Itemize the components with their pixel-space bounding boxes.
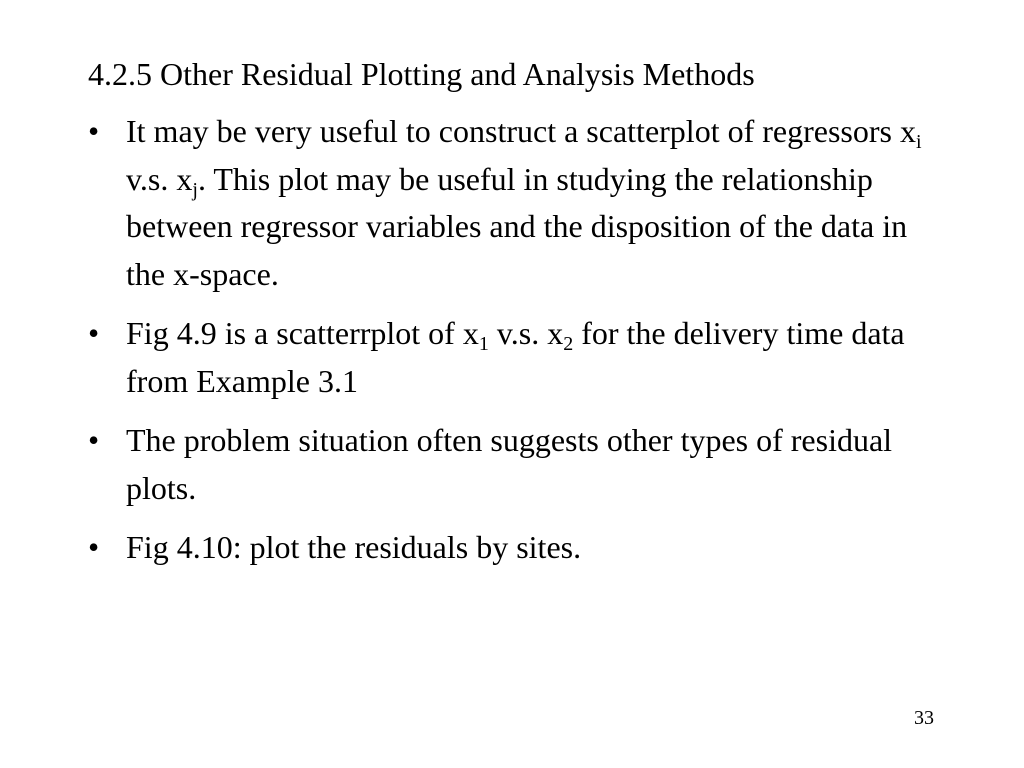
bullet-marker: • — [88, 113, 100, 149]
bullet-item-3 — [88, 417, 928, 512]
bullet-1-text-2: v.s. x — [126, 160, 193, 197]
bullet-2-text-2: v.s. x — [488, 315, 564, 351]
bullet-1-text-3: . This plot may be useful in studying the relationship between regressor variables and the disposition of the data in the x-space. — [126, 160, 908, 292]
bullet-2-text-1: Fig 4.9 is a scatterrplot of x — [126, 315, 479, 351]
page-number: 33 — [914, 707, 934, 729]
subscript-j: j — [192, 178, 198, 201]
bullet-marker: • — [88, 315, 100, 351]
bullet-item-2 — [88, 310, 928, 405]
subscript-2: 2 — [563, 333, 574, 355]
bullet-2-text-3: for the delivery time data from Example 3.1 — [126, 315, 905, 399]
bullet-item-4 — [88, 524, 928, 572]
bullet-4-text: Fig 4.10: plot the residuals by sites. — [126, 529, 582, 565]
bullet-marker: • — [88, 422, 100, 458]
bullet-1-text-1: It may be very useful to construct a scatterplot of regressors x — [126, 113, 916, 149]
subscript-i: i — [915, 131, 922, 153]
slide-title: 4.2.5 Other Residual Plotting and Analysis Methods — [88, 56, 755, 92]
bullet-3-text: The problem situation often suggests other types of residual plots. — [126, 422, 893, 506]
subscript-1: 1 — [478, 333, 489, 355]
bullet-marker: • — [88, 529, 100, 565]
bullet-item-1 — [88, 108, 928, 298]
bullet-list — [88, 108, 928, 584]
